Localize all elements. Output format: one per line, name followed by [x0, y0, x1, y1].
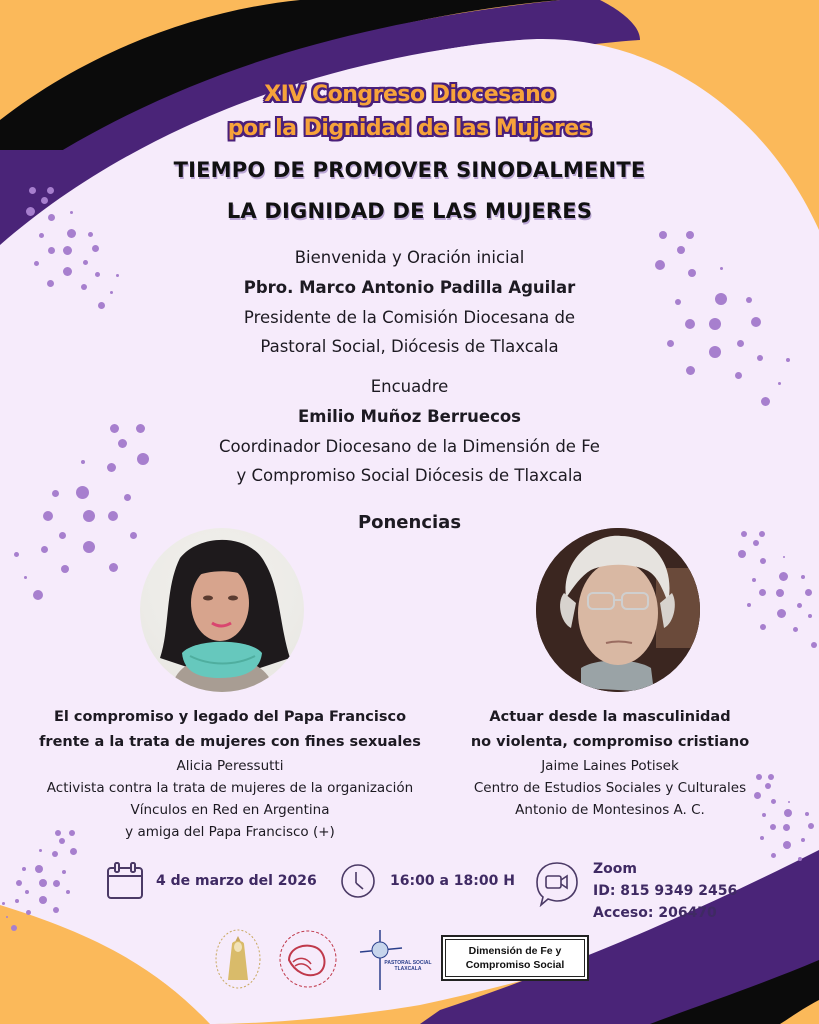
talk-2-bio-line-2: Antonio de Montesinos A. C.	[515, 802, 705, 818]
talk-1-title-line-2: frente a la trata de mujeres con fines sexuales	[39, 734, 421, 750]
event-date-text: 4 de marzo del 2026	[156, 873, 317, 889]
calendar-icon	[106, 862, 144, 900]
welcome-role-line-1: Presidente de la Comisión Diocesana de	[243, 308, 576, 327]
event-title-line-2: por la Dignidad de las Mujeres	[227, 116, 592, 141]
logo-virgin-emblem	[214, 928, 262, 990]
framing-role-line-2: y Compromiso Social Diócesis de Tlaxcala	[236, 466, 583, 485]
talk-1-bio-line-1: Activista contra la trata de mujeres de la organización	[46, 780, 414, 796]
clock-icon	[340, 863, 376, 899]
talk-2-bio-line-1: Centro de Estudios Sociales y Culturales	[473, 780, 747, 796]
logo-human-rights-center	[277, 928, 339, 990]
welcome-role-line-2: Pastoral Social, Diócesis de Tlaxcala	[260, 337, 559, 356]
talk-1-bio-line-3: y amiga del Papa Francisco (+)	[125, 824, 335, 840]
talk-2-title-line-2: no violenta, compromiso cristiano	[470, 734, 750, 750]
theme-line-2: LA DIGNIDAD DE LAS MUJERES	[226, 199, 593, 223]
speaker-photo-alicia	[140, 528, 304, 692]
event-date	[106, 862, 317, 900]
dimension-logo-line-2: Compromiso Social	[465, 959, 565, 971]
zoom-platform: Zoom	[593, 861, 637, 877]
welcome-speaker-name: Pbro. Marco Antonio Padilla Aguilar	[243, 278, 576, 297]
talk-1-title-line-1: El compromiso y legado del Papa Francisco	[53, 709, 407, 725]
talk-2-speaker: Jaime Laines Potisek	[541, 758, 679, 774]
logo-pastoral-social-tlaxcala	[356, 930, 432, 990]
framing-label: Encuadre	[370, 377, 449, 396]
speaker-photo-jaime	[536, 528, 700, 692]
talk-2-title-line-1: Actuar desde la masculinidad	[489, 709, 731, 725]
framing-speaker-name: Emilio Muñoz Berruecos	[297, 407, 522, 426]
framing-role-line-1: Coordinador Diocesano de la Dimensión de Fe	[219, 437, 600, 456]
event-zoom	[535, 858, 737, 924]
pastoral-logo-line-1: PASTORAL SOCIAL	[384, 960, 432, 966]
talks-heading: Ponencias	[357, 512, 462, 533]
talk-card-2	[440, 705, 780, 821]
video-chat-icon	[535, 861, 579, 907]
talk-card-1	[30, 705, 430, 843]
zoom-access-code: Acceso: 206470	[593, 905, 717, 921]
logo-dimension-fe-compromiso	[441, 935, 589, 981]
theme-line-1: TIEMPO DE PROMOVER SINODALMENTE	[173, 158, 646, 182]
talk-1-bio-line-2: Vínculos en Red en Argentina	[130, 802, 330, 818]
event-time-text: 16:00 a 18:00 H	[390, 873, 515, 889]
pastoral-logo-line-2: TLAXCALA	[394, 966, 422, 972]
welcome-label: Bienvenida y Oración inicial	[294, 248, 525, 267]
zoom-meeting-id: ID: 815 9349 2456	[593, 883, 738, 899]
dimension-logo-line-1: Dimensión de Fe y	[468, 945, 562, 957]
talk-1-speaker: Alicia Peressutti	[176, 758, 284, 774]
event-title-line-1: XIV Congreso Diocesano	[264, 82, 555, 107]
zoom-details	[593, 858, 737, 924]
event-time	[340, 863, 515, 899]
